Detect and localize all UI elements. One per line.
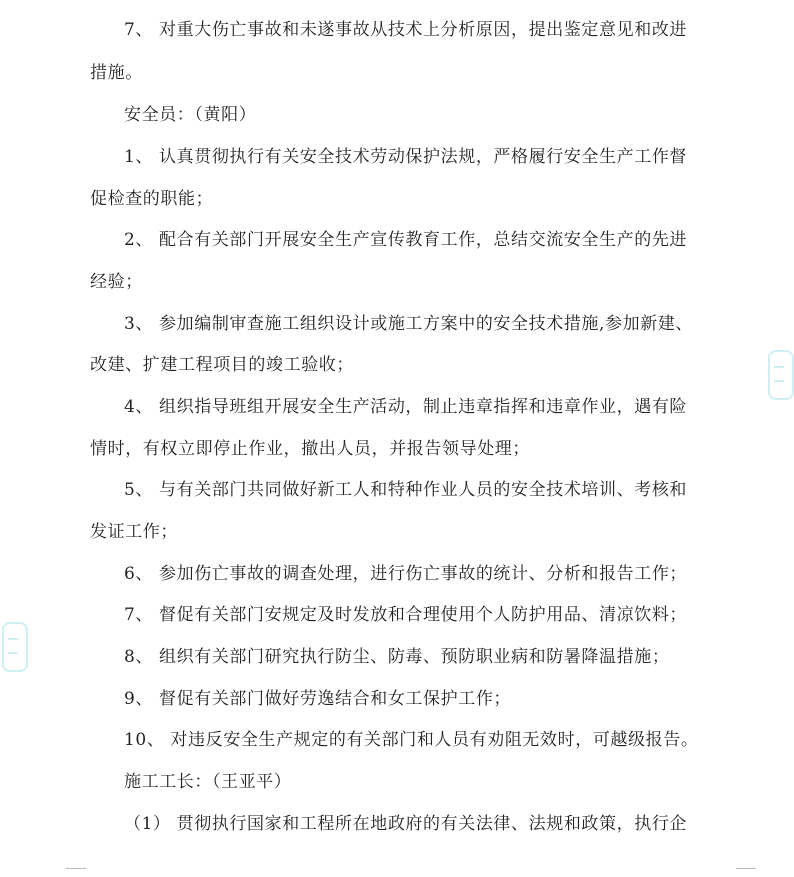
text-line-4: 1、 认真贯彻执行有关安全技术劳动保护法规，严格履行安全生产工作督 — [124, 147, 688, 167]
text-line-8: 3、 参加编制审查施工组织设计或施工方案中的安全技术措施,参加新建、 — [124, 314, 694, 334]
text-line-11: 情时，有权立即停止作业，撤出人员，并报告领导处理； — [90, 439, 530, 459]
text-line-14: 6、 参加伤亡事故的调查处理，进行伤亡事故的统计、分析和报告工作； — [124, 564, 688, 584]
text-line-6: 2、 配合有关部门开展安全生产宣传教育工作，总结交流安全生产的先进 — [124, 230, 688, 250]
text-line-18: 10、 对违反安全生产规定的有关部门和人员有劝阻无效时，可越级报告。 — [124, 730, 699, 750]
text-line-1: 7、 对重大伤亡事故和未遂事故从技术上分析原因，提出鉴定意见和改进 — [124, 20, 688, 40]
text-line-20: （1） 贯彻执行国家和工程所在地政府的有关法律、法规和政策，执行企 — [124, 814, 688, 834]
text-line-2: 措施。 — [90, 63, 143, 83]
watermark-edge-icon — [768, 350, 794, 400]
text-line-7: 经验； — [90, 272, 143, 292]
text-line-16: 8、 组织有关部门研究执行防尘、防毒、预防职业病和防暑降温措施； — [124, 647, 670, 667]
text-line-12: 5、 与有关部门共同做好新工人和特种作业人员的安全技术培训、考核和 — [124, 480, 688, 500]
watermark-edge-icon — [2, 622, 28, 672]
section-heading-safety-officer: 安全员：（黄阳） — [124, 105, 257, 125]
text-line-13: 发证工作； — [90, 522, 178, 542]
section-heading-site-foreman: 施工工长：（王亚平） — [124, 772, 292, 792]
text-line-5: 促检查的职能； — [90, 189, 214, 209]
text-line-15: 7、 督促有关部门安规定及时发放和合理使用个人防护用品、清凉饮料； — [124, 605, 688, 625]
text-line-17: 9、 督促有关部门做好劳逸结合和女工保护工作； — [124, 689, 512, 709]
text-line-9: 改建、扩建工程项目的竣工验收； — [90, 355, 354, 375]
text-line-10: 4、 组织指导班组开展安全生产活动，制止违章指挥和违章作业，遇有险 — [124, 397, 688, 417]
